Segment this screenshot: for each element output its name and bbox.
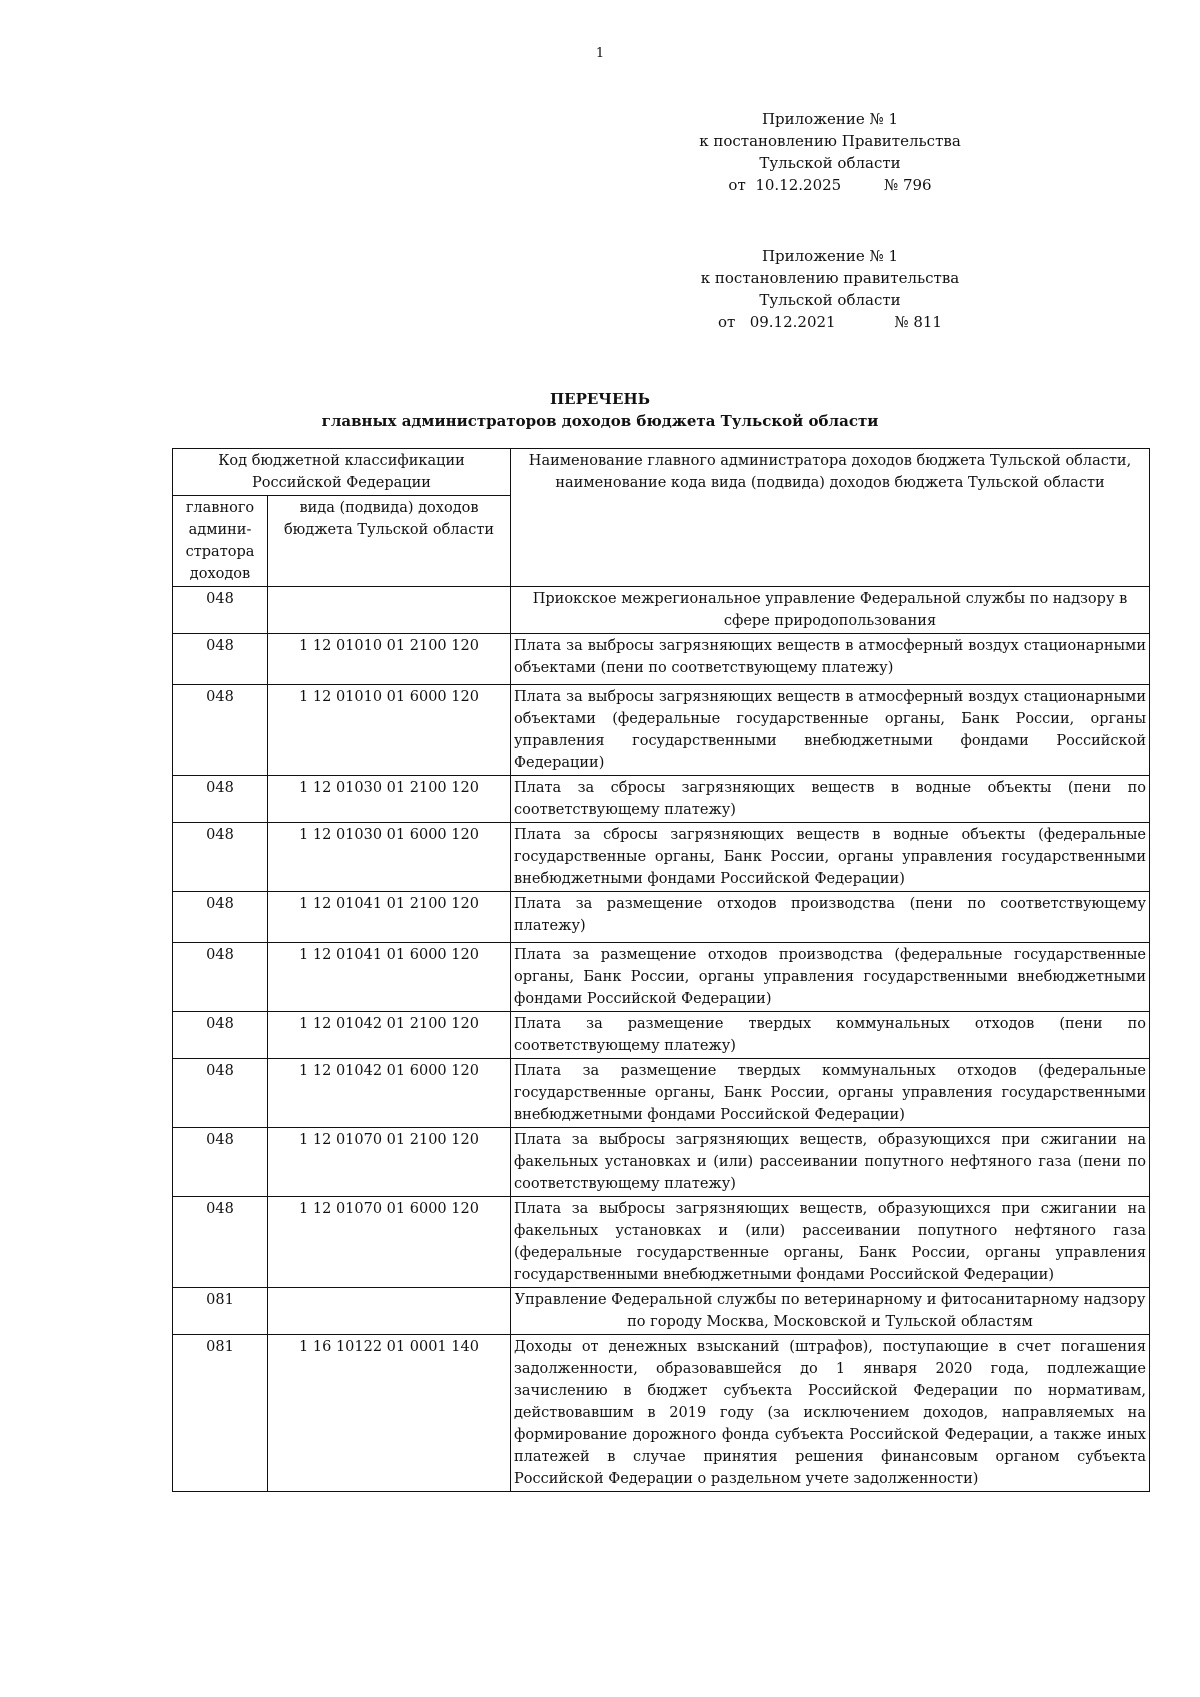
cell-admin: 048 xyxy=(173,1128,268,1197)
cell-admin: 048 xyxy=(173,1012,268,1059)
appendix-region: Тульской области xyxy=(759,154,901,172)
cell-admin: 081 xyxy=(173,1288,268,1335)
document-title xyxy=(0,388,1200,432)
appendix-from: от xyxy=(718,313,736,331)
cell-name: Плата за размещение твердых коммунальных отходов (пени по соответствующему платежу) xyxy=(511,1012,1150,1059)
cell-name: Плата за выбросы загрязняющих веществ в атмосферный воздух стационарными объектами (федеральные государственные органы, Банк России, органы управления государственными внебюджетными фондами Российской Федерации) xyxy=(511,685,1150,776)
title-heading: ПЕРЕЧЕНЬ xyxy=(550,390,650,408)
cell-code: 1 12 01030 01 2100 120 xyxy=(268,776,511,823)
cell-code xyxy=(268,587,511,634)
appendix-date-line xyxy=(680,311,980,333)
cell-code xyxy=(268,1288,511,1335)
cell-admin: 048 xyxy=(173,943,268,1012)
table-row xyxy=(173,776,1150,823)
appendix-region: Тульской области xyxy=(759,291,901,309)
cell-name: Плата за выбросы загрязняющих веществ, образующихся при сжигании на факельных установках и (или) рассеивании попутного нефтяного газа (федеральные государственные органы, Банк России, органы управления государственными внебюджетными фондами Российской Федерации) xyxy=(511,1197,1150,1288)
title-subheading: главных администраторов доходов бюджета Тульской области xyxy=(321,412,879,430)
table-row xyxy=(173,1288,1150,1335)
appendix-title: Приложение № 1 xyxy=(761,247,899,265)
cell-name: Плата за выбросы загрязняющих веществ в атмосферный воздух стационарными объектами (пени по соответствующему платежу) xyxy=(511,634,1150,685)
table-row xyxy=(173,1197,1150,1288)
cell-code: 1 12 01070 01 2100 120 xyxy=(268,1128,511,1197)
cell-code: 1 12 01042 01 6000 120 xyxy=(268,1059,511,1128)
appendix-previous xyxy=(680,245,980,333)
cell-admin: 048 xyxy=(173,634,268,685)
cell-name: Плата за сбросы загрязняющих веществ в водные объекты (пени по соответствующему платежу) xyxy=(511,776,1150,823)
header-code-group: Код бюджетной классификации Российской Федерации xyxy=(173,449,511,496)
table-row xyxy=(173,634,1150,685)
appendix-number: № 811 xyxy=(894,313,942,331)
appendix-number: № 796 xyxy=(883,176,932,194)
table-row xyxy=(173,1059,1150,1128)
cell-admin: 081 xyxy=(173,1335,268,1492)
table-row xyxy=(173,685,1150,776)
page-number: 1 xyxy=(595,46,605,61)
table-row xyxy=(173,1335,1150,1492)
appendix-resolution: к постановлению Правительства xyxy=(699,132,961,150)
appendix-date-line xyxy=(680,174,980,196)
table-row xyxy=(173,892,1150,943)
cell-name: Плата за выбросы загрязняющих веществ, образующихся при сжигании на факельных установках и (или) рассеивании попутного нефтяного газа (пени по соответствующему платежу) xyxy=(511,1128,1150,1197)
cell-name: Плата за размещение отходов производства (пени по соответствующему платежу) xyxy=(511,892,1150,943)
header-admin-col: главного админи-стратора доходов xyxy=(173,496,268,587)
cell-admin: 048 xyxy=(173,685,268,776)
cell-code: 1 12 01010 01 2100 120 xyxy=(268,634,511,685)
cell-admin: 048 xyxy=(173,776,268,823)
cell-name: Плата за размещение отходов производства (федеральные государственные органы, Банк России, органы управления государственными внебюджетными фондами Российской Федерации) xyxy=(511,943,1150,1012)
appendix-from: от xyxy=(728,176,746,194)
cell-admin: 048 xyxy=(173,1197,268,1288)
table-header-row xyxy=(173,449,1150,496)
appendix-date: 09.12.2021 xyxy=(749,313,836,331)
cell-code: 1 12 01041 01 6000 120 xyxy=(268,943,511,1012)
appendix-current xyxy=(680,108,980,196)
table-row xyxy=(173,1012,1150,1059)
appendix-date: 10.12.2025 xyxy=(755,176,842,194)
cell-name: Доходы от денежных взысканий (штрафов), поступающие в счет погашения задолженности, образовавшейся до 1 января 2020 года, подлежащие зачислению в бюджет субъекта Российской Федерации по нормативам, действовавшим в 2019 году (за исключением доходов, направляемых на формирование дорожного фонда субъекта Российской Федерации, а также иных платежей в случае принятия решения финансовым органом субъекта Российской Федерации о раздельном учете задолженности) xyxy=(511,1335,1150,1492)
cell-name: Плата за сбросы загрязняющих веществ в водные объекты (федеральные государственные органы, Банк России, органы управления государственными внебюджетными фондами Российской Федерации) xyxy=(511,823,1150,892)
cell-name: Плата за размещение твердых коммунальных отходов (федеральные государственные органы, Банк России, органы управления государственными внебюджетными фондами Российской Федерации) xyxy=(511,1059,1150,1128)
cell-code: 1 12 01042 01 2100 120 xyxy=(268,1012,511,1059)
cell-admin: 048 xyxy=(173,1059,268,1128)
table-row xyxy=(173,1128,1150,1197)
cell-name: Приокское межрегиональное управление Федеральной службы по надзору в сфере природопользования xyxy=(511,587,1150,634)
cell-code: 1 16 10122 01 0001 140 xyxy=(268,1335,511,1492)
table-row xyxy=(173,823,1150,892)
table-row xyxy=(173,587,1150,634)
header-kind-col: вида (подвида) доходов бюджета Тульской области xyxy=(268,496,511,587)
cell-code: 1 12 01070 01 6000 120 xyxy=(268,1197,511,1288)
cell-code: 1 12 01041 01 2100 120 xyxy=(268,892,511,943)
table-row xyxy=(173,943,1150,1012)
cell-name: Управление Федеральной службы по ветеринарному и фитосанитарному надзору по городу Москва, Московской и Тульской областям xyxy=(511,1288,1150,1335)
cell-code: 1 12 01010 01 6000 120 xyxy=(268,685,511,776)
cell-code: 1 12 01030 01 6000 120 xyxy=(268,823,511,892)
appendix-resolution: к постановлению правительства xyxy=(700,269,960,287)
administrators-table xyxy=(172,448,1150,1492)
cell-admin: 048 xyxy=(173,892,268,943)
cell-admin: 048 xyxy=(173,587,268,634)
appendix-title: Приложение № 1 xyxy=(761,110,899,128)
header-name-col: Наименование главного администратора доходов бюджета Тульской области, наименование кода вида (подвида) доходов бюджета Тульской области xyxy=(511,449,1150,587)
cell-admin: 048 xyxy=(173,823,268,892)
